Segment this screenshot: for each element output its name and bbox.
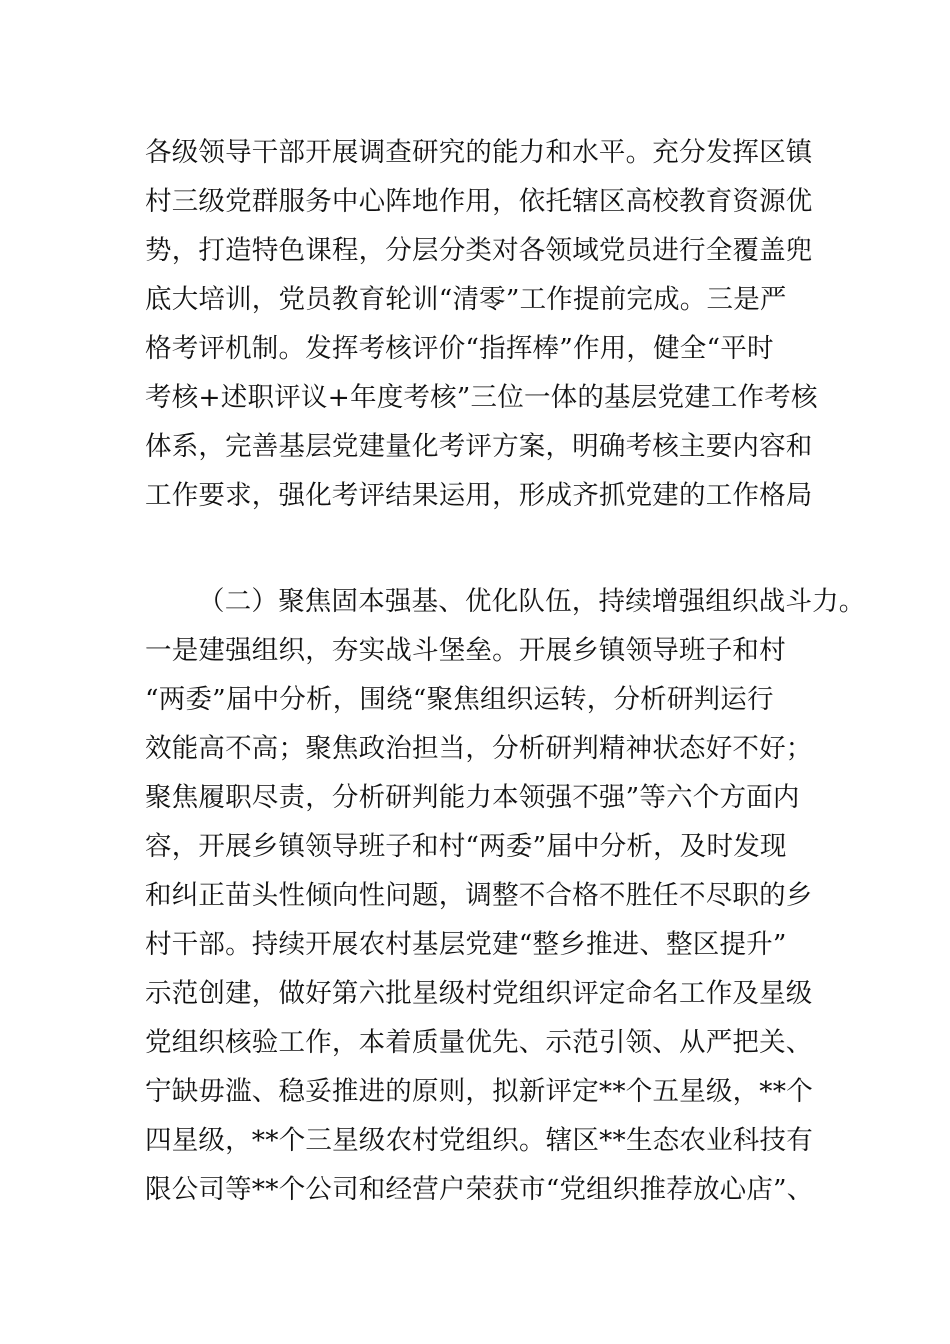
- text-line: 示范创建，做好第六批星级村党组织评定命名工作及星级: [145, 978, 813, 1009]
- text-line: 四星级，**个三星级农村党组织。辖区**生态农业科技有: [145, 1125, 813, 1156]
- text-line: 格考评机制。发挥考核评价“指挥棒”作用，健全“平时: [145, 333, 774, 364]
- text-line: 底大培训，党员教育轮训“清零”工作提前完成。三是严: [145, 284, 787, 315]
- text-line: 各级领导干部开展调查研究的能力和水平。充分发挥区镇: [145, 137, 813, 168]
- text-line: 村三级党群服务中心阵地作用，依托辖区高校教育资源优: [145, 186, 813, 217]
- text-line: 考核+述职评议+年度考核”三位一体的基层党建工作考核: [145, 382, 818, 413]
- text-line: 工作要求，强化考评结果运用，形成齐抓党建的工作格局: [145, 480, 813, 511]
- text-line: 势，打造特色课程，分层分类对各领域党员进行全覆盖兜: [145, 235, 813, 266]
- text-line: 党组织核验工作，本着质量优先、示范引领、从严把关、: [145, 1027, 813, 1058]
- text-line: 宁缺毋滥、稳妥推进的原则，拟新评定**个五星级，**个: [145, 1076, 813, 1107]
- text-line: 村干部。持续开展农村基层党建“整乡推进、整区提升”: [145, 929, 787, 960]
- text-line: 限公司等**个公司和经营户荣获市“党组织推荐放心店”、: [145, 1174, 814, 1205]
- text-line: “两委”届中分析，围绕“聚焦组织运转，分析研判运行: [145, 684, 774, 715]
- text-line: 和纠正苗头性倾向性问题，调整不合格不胜任不尽职的乡: [145, 880, 813, 911]
- section-heading-line: （二）聚焦固本强基、优化队伍，持续增强组织战斗力。: [198, 586, 866, 617]
- text-line: 聚焦履职尽责，分析研判能力本领强不强”等六个方面内: [145, 782, 800, 813]
- text-line: 容，开展乡镇领导班子和村“两委”届中分析，及时发现: [145, 831, 787, 862]
- text-line: 一是建强组织，夯实战斗堡垒。开展乡镇领导班子和村: [145, 635, 786, 666]
- text-line: 体系，完善基层党建量化考评方案，明确考核主要内容和: [145, 431, 813, 462]
- text-line: 效能高不高；聚焦政治担当，分析研判精神状态好不好；: [145, 733, 813, 764]
